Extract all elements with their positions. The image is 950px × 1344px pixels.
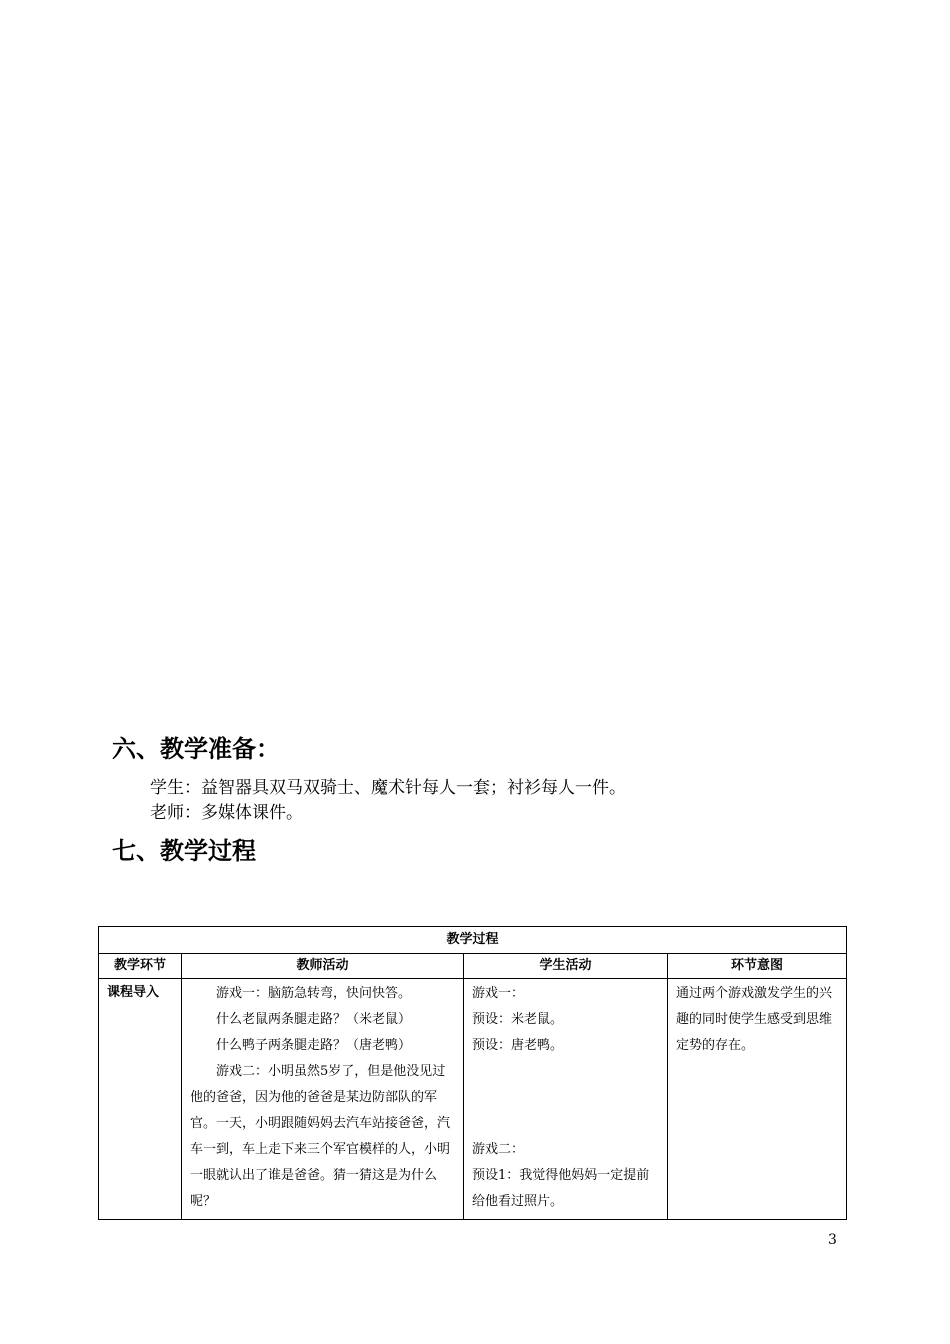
teacher-line: 什么老鼠两条腿走路？（米老鼠） (216, 1012, 412, 1027)
table-header-row (99, 954, 847, 979)
prep-teacher-line: 老师：多媒体课件。 (150, 803, 303, 823)
header-student-activity: 学生活动 (464, 954, 668, 979)
student-line: 预设：唐老鸭。 (472, 1038, 564, 1053)
header-teacher-activity: 教师活动 (182, 954, 464, 979)
teacher-activity-cell (182, 979, 464, 1220)
student-spacer (472, 1059, 659, 1137)
stage-cell: 课程导入 (99, 979, 182, 1220)
student-line: 预设1：我觉得他妈妈一定提前给他看过照片。 (472, 1168, 650, 1209)
header-stage: 教学环节 (99, 954, 182, 979)
section-6-heading: 六、教学准备： (112, 735, 280, 763)
prep-students-line: 学生：益智器具双马双骑士、魔术针每人一套；衬衫每人一件。 (150, 778, 626, 798)
student-line: 预设：米老鼠。 (472, 1012, 564, 1027)
student-line: 游戏一： (472, 986, 525, 1001)
section-7-heading: 七、教学过程 (112, 837, 256, 865)
student-activity-cell (464, 979, 668, 1220)
student-line: 游戏二： (472, 1142, 525, 1157)
header-intent: 环节意图 (668, 954, 847, 979)
intent-cell: 通过两个游戏激发学生的兴趣的同时使学生感受到思维定势的存在。 (668, 979, 847, 1220)
teaching-process-table (98, 926, 847, 1220)
teacher-line: 游戏二：小明虽然5岁了，但是他没见过他的爸爸，因为他的爸爸是某边防部队的军官。一天，小明跟随妈妈去汽车站接爸爸，汽车一到，车上走下来三个军官模样的人，小明一眼就认出了谁是爸爸。猜一猜这是为什么呢？ (190, 1064, 451, 1209)
table-row (99, 979, 847, 1220)
teacher-line: 什么鸭子两条腿走路？（唐老鸭） (216, 1038, 412, 1053)
table-caption: 教学过程 (99, 927, 847, 954)
teacher-line: 游戏一：脑筋急转弯，快问快答。 (216, 986, 412, 1001)
page-number: 3 (828, 1232, 837, 1248)
